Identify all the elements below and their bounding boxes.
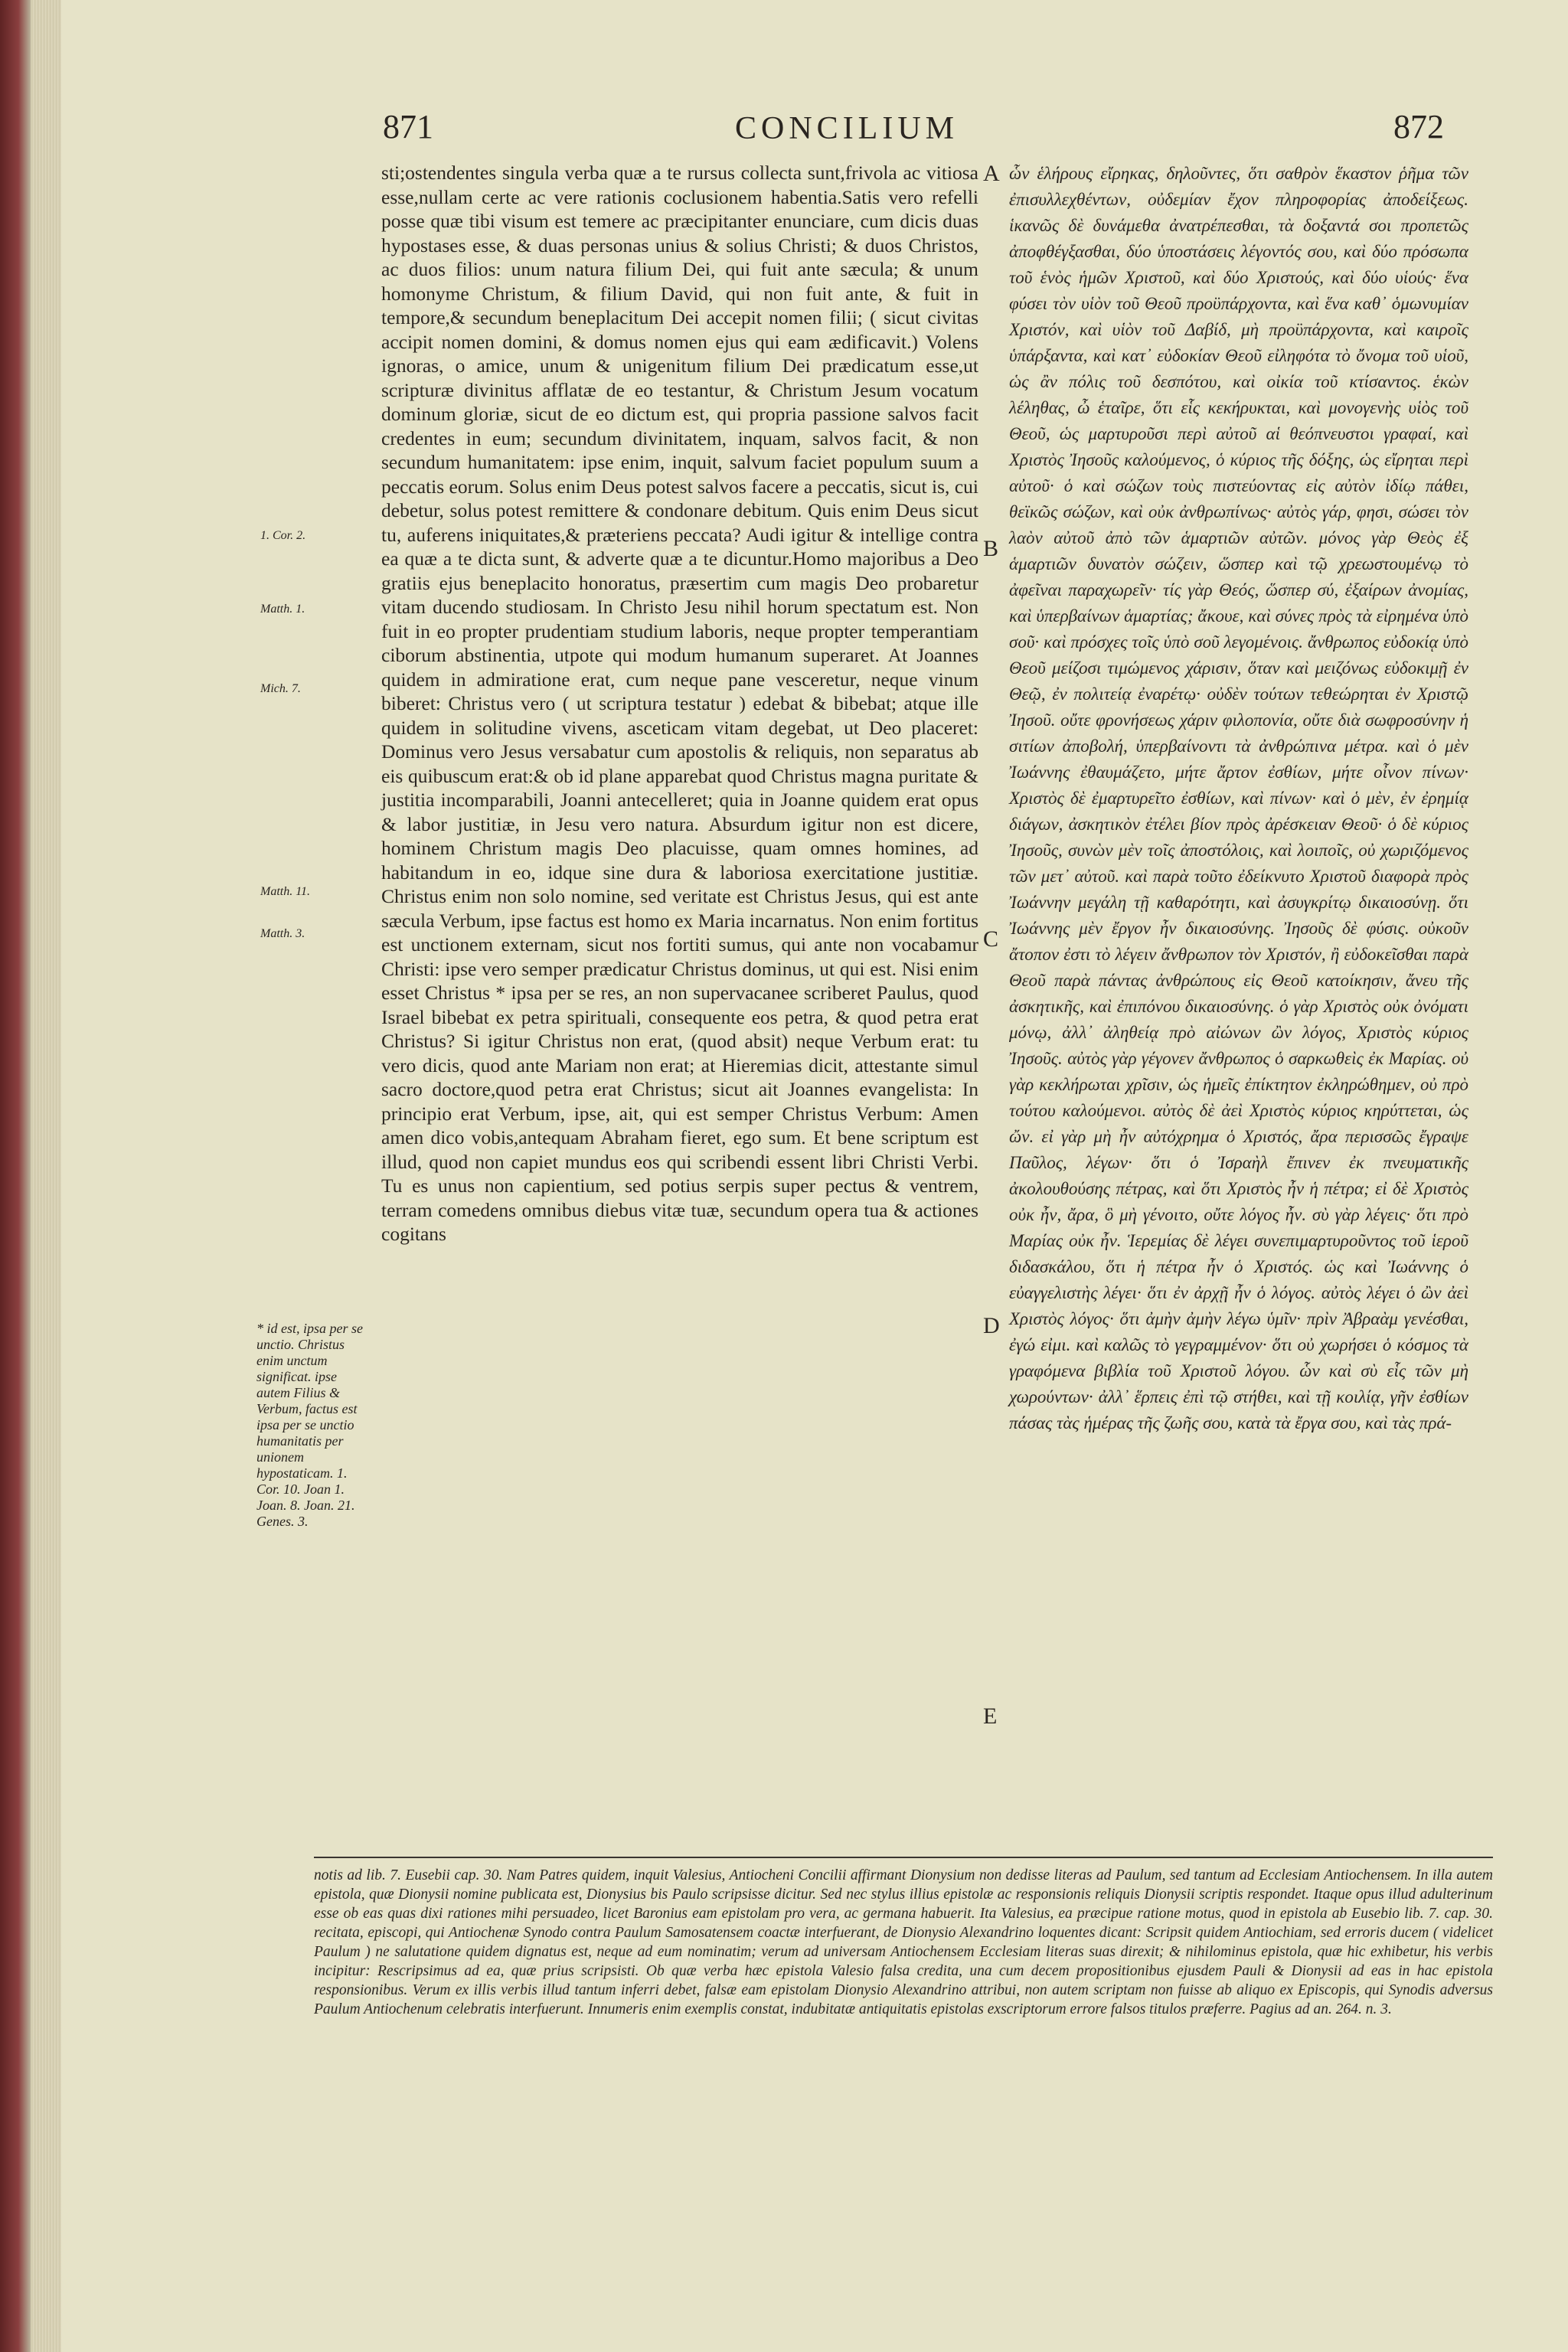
book-binding — [0, 0, 31, 2352]
margin-ref: 1. Cor. 2. — [260, 529, 306, 542]
greek-text: ὧν ἑλήρους εἴρηκας, δηλοῦντες, ὅτι σαθρὸν ἕκαστον ῥῆμα τῶν ἐπισυλλεχθέντων, οὐδεμίαν ἔχον πληροφορίας ἀποδείξεως. ἱκανῶς δὲ δυνάμεθα ἀνατρέπεσθαι, τὰ δοξαντά σοι προπετῶς ἀποφθέγξασθαι, δύο ὑποστάσεις λέγοντός σου, καὶ δύο πρόσωπα τοῦ ἑνὸς ἡμῶν Χριστοῦ, καὶ δύο Χριστούς, καὶ δύο υἱούς· ἕνα φύσει τὸν υἱὸν τοῦ Θεοῦ προϋπάρχοντα, καὶ ἕνα καθ᾽ ὁμωνυμίαν Χριστόν, καὶ υἱὸν τοῦ Δαβίδ, μὴ προϋπάρχοντα, καὶ καιροῖς ὑπάρξαντα, καὶ κατ᾽ εὐδοκίαν Θεοῦ εἰληφότα τὸ ὄνομα τοῦ υἱοῦ, ὡς ἂν πόλις τοῦ δεσπότου, καὶ οἰκία τοῦ κτίσαντος. ἑκὼν λέληθας, ὦ ἑταῖρε, ὅτι εἷς κεκήρυκται, καὶ μονογενὴς υἱὸς τοῦ Θεοῦ, ὡς μαρτυροῦσι περὶ αὐτοῦ αἱ θεόπνευστοι γραφαί, καὶ Χριστὸς Ἰησοῦς καλούμενος, ὁ κύριος τῆς δόξης, ὡς εἴρηται περὶ αὐτοῦ· ὁ καὶ σώζων τοὺς πιστεύοντας εἰς αὐτὸν ἰδίῳ πάθει, θεϊκῶς σώζων, καὶ οὐκ ἀνθρωπίνως· αὐτὸς γάρ, φησι, σώσει τὸν λαὸν αὐτοῦ ἀπὸ τῶν ἁμαρτιῶν αὐτῶν. μόνος γὰρ Θεὸς ἐξ ἁμαρτιῶν δυνατὸν σώζειν, ὥσπερ καὶ τῷ χρεωστουμένῳ τὸ ἀφεῖναι παραχωρεῖν· τίς γὰρ Θεός, ὥσπερ σύ, ἐξαίρων ἀνομίας, καὶ ὑπερβαίνων ἁμαρτίας; ἄκουε, καὶ σύνες πρὸς τὰ εἰρημένα ὑπὸ σοῦ· καὶ πρόσχες τοῖς ὑπὸ σοῦ λεγομένοις. ἄνθρωπος εὐδοκίᾳ ὑπὸ Θεοῦ μείζοσι τιμώμενος χάρισιν, ὅταν καὶ μειζόνως εὐδοκιμῇ ἐν Θεῷ, ἐν πολιτείᾳ ἐναρέτῳ· οὐδὲν τούτων τεθεώρηται ἐν Χριστῷ Ἰησοῦ. οὔτε φρονήσεως χάριν φιλοπονία, οὔτε διὰ σωφροσύνην ἡ σιτίων ἀποβολή, ὑπερβαίνοντι τὰ ἀνθρώπινα μέτρα. καὶ ὁ μὲν Ἰωάννης ἐθαυμάζετο, μήτε ἄρτον ἐσθίων, μήτε οἶνον πίνων· Χριστὸς δὲ ἐμαρτυρεῖτο ἐσθίων, καὶ πίνων· καὶ ὁ μὲν, ἐν ἐρημίᾳ διάγων, ἀσκητικὸν ἐτέλει βίον πρὸς ἀρέσκειαν Θεοῦ· ὁ δὲ κύριος Ἰησοῦς, συνὼν μὲν τοῖς ἀποστόλοις, καὶ λοιποῖς, οὐ χωριζόμενος τῶν μετ᾽ αὐτοῦ. καὶ παρὰ τοῦτο ἐδείκνυτο Χριστοῦ διαφορὰ πρὸς Ἰωάννην μεγάλη τῇ καθαρότητι, καὶ ἀσυγκρίτῳ δικαιοσύνῃ. ὅτι Ἰωάννης μὲν ἔργον ἦν δικαιοσύνης. Ἰησοῦς δὲ φύσις. οὐκοῦν ἄτοπον ἐστι τὸ λέγειν ἄνθρωπον τὸν Χριστόν, ἢ εὐδοκεῖσθαι παρὰ Θεοῦ παρὰ πάντας ἀνθρώπους εἰς Θεοῦ κατοίκησιν, ἄνευ τῆς ἀσκητικῆς, καὶ ἐπιπόνου δικαιοσύνης. ὁ γὰρ Χριστὸς οὐκ ὀνόματι μόνῳ, ἀλλ᾽ ἀληθείᾳ πρὸ αἰώνων ὢν λόγος, Χριστὸς κύριος Ἰησοῦς. αὐτὸς γὰρ γέγονεν ἄνθρωπος ὁ σαρκωθεὶς ἐκ Μαρίας. οὐ γὰρ κεκλήρωται χρῖσιν, ὡς ἡμεῖς ἐπίκτητον ἐκληρώθημεν, οὐ πρὸ τούτου καλούμενοι. αὐτὸς δὲ ἀεὶ Χριστὸς κύριος κηρύττεται, ὡς ὤν. εἰ γὰρ μὴ ἦν αὐτόχρημα ὁ Χριστός, ἄρα περισσῶς ἔγραψε Παῦλος, λέγων· ὅτι ὁ Ἰσραὴλ ἔπινεν ἐκ πνευματικῆς ἀκολουθούσης πέτρας, καὶ ὅτι Χριστὸς ἦν ἡ πέτρα; εἰ δὲ Χριστὸς οὐκ ἦν, ἄρα, ὃ μὴ γένοιτο, οὔτε λόγος ἦν. σὺ γὰρ λέγεις· ὅτι πρὸ Μαρίας οὐκ ἦν. Ἱερεμίας δὲ λέγει συνεπιμαρτυροῦντος τοῦ ἱεροῦ διδασκάλου, ὅτι ἡ πέτρα ἦν ὁ Χριστός. ὡς καὶ Ἰωάννης ὁ εὐαγγελιστὴς λέγει· ὅτι ἐν ἀρχῇ ἦν ὁ λόγος. αὐτὸς λέγει ὁ ὢν ἀεὶ Χριστὸς λόγος· ὅτι ἀμὴν ἀμὴν λέγω ὑμῖν· πρὶν Ἀβραὰμ γενέσθαι, ἐγώ εἰμι. καὶ καλῶς τὸ γεγραμμένον· ὅτι οὐ χωρήσει ὁ κόσμος τὰ γραφόμενα βιβλία τοῦ Χριστοῦ λόγου. ὧν καὶ σὺ εἷς τῶν μὴ χωρούντων· ἀλλ᾽ ἕρπεις ἐπὶ τῷ στήθει, καὶ τῇ κοιλίᾳ, γῆν ἐσθίων πάσας τὰς ἡμέρας τῆς ζωῆς σου, κατὰ τὰ ἔργα σου, καὶ τὰς πρά- — [1009, 164, 1468, 1432]
section-letter: D — [983, 1313, 1000, 1338]
section-letter: B — [983, 536, 999, 561]
latin-text: sti;ostendentes singula verba quæ a te rursus collecta sunt,frivola ac vitiosa esse,nullam certe ac vere rationis coclusionem habentia.Satis vero refelli posse quæ tibi visum est temere ac præcipitanter enunciare, cum dicis duas hypostases esse, & duas personas unius & solius Christi; & duos Christos, ac duos filios: unum natura filium Dei, qui fuit ante sæcula; & unum homonyme Christum, & filium David, qui non fuit ante, & fuit in tempore,& secundum beneplacitum Dei accepit nomen filii; ( sicut civitas accipit nomen domini, & domus nomen ejus qui eam ædificavit.) Volens ignoras, o amice, unum & unigenitum filium Dei prædicatum esse,ut scripturæ divinitus afflatæ de eo testantur, & Christum Jesum vocatum dominum gloriæ, sicut de eo dictum est, qui propria passione salvos facit credentes in eum; secundum divinitatem, inquam, salvos facit, & non secundum humanitatem: ipse enim, inquit, salvum faciet populum suum a peccatis eorum. Solus enim Deus potest salvos facere a peccatis, sicut is, cui debetur, solus potest remittere & condonare debitum. Quis enim Deus sicut tu, auferens iniquitates,& præteriens peccata? Audi igitur & intellige contra ea quæ a te dicta sunt, & adverte quæ a te dicuntur.Homo majoribus a Deo gratiis ejus beneplacito honoratus, præsertim cum magis Deo probaretur vitam ducendo studiosam. In Christo Jesu nihil horum spectatum est. Non fuit in eo propter prudentiam studium laboris, neque propter temperantiam ciborum abstinentia, utpote qui modum humanum superaret. At Joannes quidem in admiratione erat, cum neque pane vesceretur, neque vinum biberet: Christus vero ( ut scriptura testatur ) edebat & bibebat; atque ille quidem in solitudine vivens, asceticam vitam degebat, ut Deo placeret: Dominus vero Jesus versabatur cum apostolis & reliquis, non separatus ab eis quibuscum erat:& ob id plane apparebat quod Christus magna puritate & justitia incomparabili, Joanni antecelleret; quia in Joanne quidem erat opus & labor justitiæ, in Jesu vero natura. Absurdum igitur non est dicere, hominem Christum magis Deo placuisse, quam omnes homines, ad habitandum in eo, idque sine dura & laboriosa exercitatione justitiæ. Christus enim non solo nomine, sed veritate est Christus Jesus, qui est ante sæcula Verbum, ipse factus est homo ex Maria incarnatus. Non enim fortitus est unctionem externam, sicut nos fortiti sumus, qui ante non vocabamur Christi: ipse vero semper prædicatur Christus dominus, ut qui est. Nisi enim esset Christus * ipsa per se res, an non supervacanee scriberet Paulus, quod Israel bibebat ex petra spirituali, consequente eos petra, & quod petra erat Christus? Si igitur Christus non erat, (quod absit) neque Verbum erat: tu vero dicis, quod ante Mariam non erat; at Hieremias dicit, attestante simul sacro doctore,quod petra erat Christus; sicut ait Joannes evangelista: In principio erat Verbum, ipse, ait, qui est semper Christus Verbum: Amen amen dico vobis,antequam Abraham fieret, ego sum. Et bene scriptum est illud, quod non capiet mundus eos qui scribendi essent libri Christi Verbi. Tu es unus non capientium, sed potius serpis super pectus & ventrem, terram comedens omnibus diebus vitæ tuæ, secundum opera tua & actiones cogitans — [381, 162, 978, 1245]
footnote-rule — [314, 1857, 1493, 1858]
margin-ref: Matth. 1. — [260, 603, 305, 616]
running-title: CONCILIUM — [735, 111, 959, 146]
book-page — [61, 0, 1568, 2352]
page-edges — [31, 0, 61, 2352]
running-header — [61, 107, 1568, 153]
greek-column — [1009, 161, 1468, 1436]
margin-ref: Mich. 7. — [260, 682, 301, 695]
margin-ref: Matth. 11. — [260, 885, 311, 898]
latin-column — [381, 161, 978, 1246]
footnote: notis ad lib. 7. Eusebii cap. 30. Nam Patres quidem, inquit Valesius, Antiocheni Concilii affirmant Dionysium non dedisse literas ad Paulum, sed tantum ad Ecclesiam Antiochensem. In illa autem epistola, quæ Dionysii nomine publicata est, Dionysius bis Paulo scripsisse dicitur. Sed nec stylus illius epistolæ ac responsionis reliquis Dionysii scriptis respondet. Itaque opus illud adulterinum esse ob eas quas dixi rationes mihi persuadeo, licet Baronius eam epistolam pro vera, ac germana habuerit. Ita Valesius, ea præcipue ratione motus, quod in epistola ab Eusebio lib. 7. cap. 30. recitata, episcopi, qui Antiochenæ Synodo contra Paulum Samosatensem coactæ interfuerant, de Dionysio Alexandrino loquentes dicant: Scripsit quidem Antiochiam, sed erroris ducem ( videlicet Paulum ) ne salutatione quidem dignatus est, neque ad eum nominatim; verum ad universam Antiochensem Ecclesiam literas suas direxit; & nihilominus epistola, quæ hic exhibetur, his verbis incipitur: Rescripsimus ad ea, quæ prius scripsisti. Ob quæ verba hæc epistola Valesio falsa credita, una cum decem propositionibus ejusdem Pauli & Dionysii ad eas in hac epistola responsionibus. Verum ex illis verbis illud tantum inferri debet, falsæ eam epistolam Dionysio Alexandrino attribui, non autem scriptam non fuisse ab aliquo ex Episcopis, qui Synodis adversus Paulum Antiochenum celebratis interfuerunt. Innumeris enim exemplis constat, indubitatæ antiquitatis epistolas exscriptorum errore falsos titulos præferre. Pagius ad an. 264. n. 3. — [314, 1867, 1493, 2017]
section-letter: C — [983, 926, 999, 952]
page-number-right: 872 — [1393, 108, 1444, 145]
margin-ref: Matth. 3. — [260, 927, 305, 940]
section-letter: A — [983, 161, 1000, 186]
side-note: * id est, ipsa per se unctio. Christus enim unctum significat. ipse autem Filius & Verbum, factus est ipsa per se unctio humanitatis per unionem hypostaticam. 1. Cor. 10. Joan 1. Joan. 8. Joan. 21. Genes. 3. — [256, 1321, 363, 1529]
section-letter: E — [983, 1704, 998, 1729]
page-number-left: 871 — [383, 108, 433, 145]
